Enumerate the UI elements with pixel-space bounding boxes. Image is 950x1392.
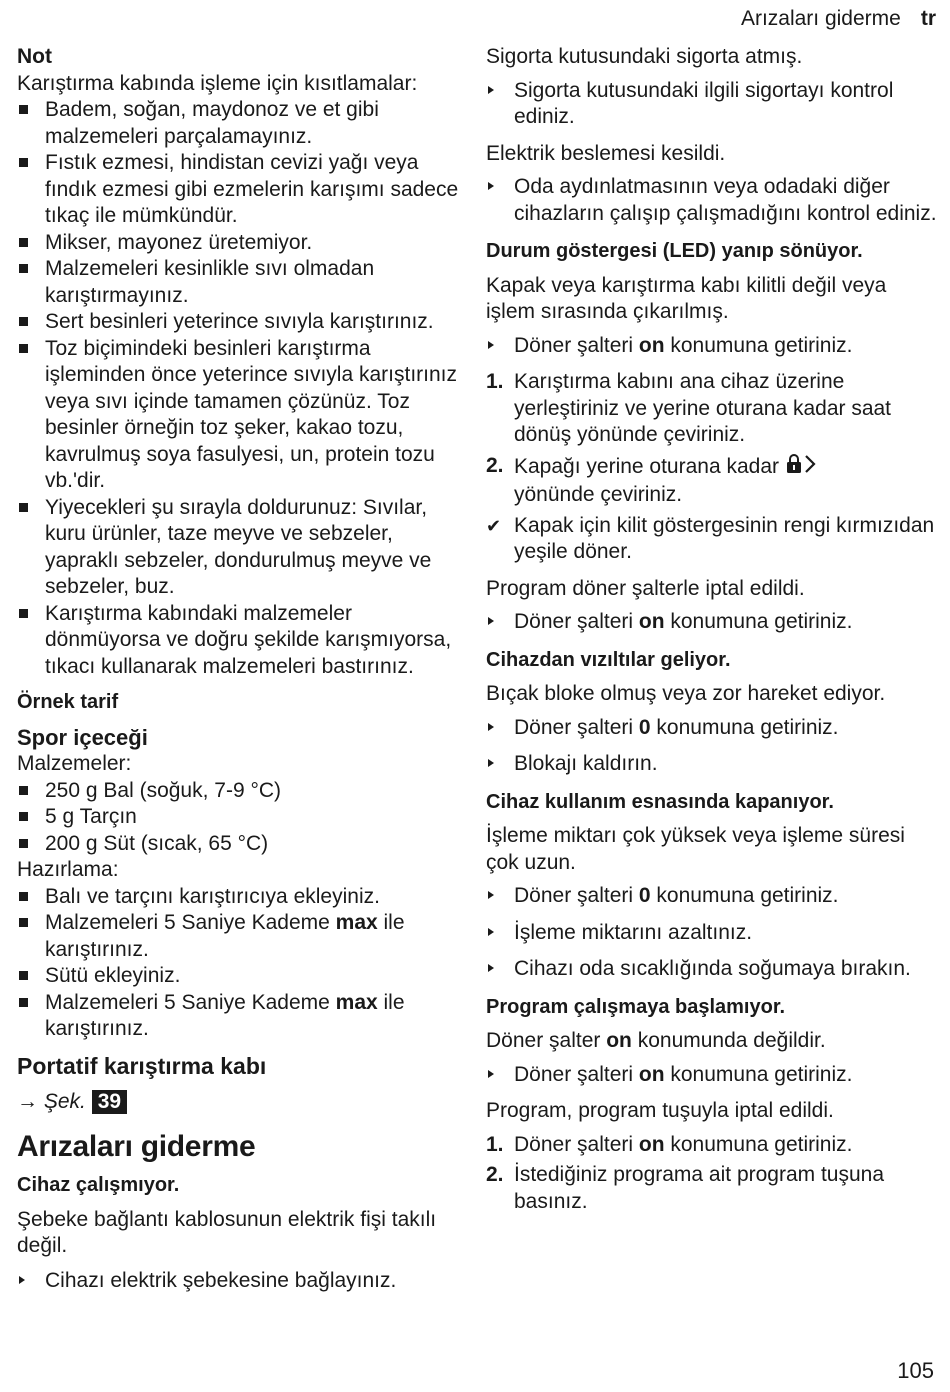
- problem-cause: Kapak veya karıştırma kabı kilitli değil veya işlem sırasında çıkarılmış.: [486, 273, 887, 323]
- note-intro: Karıştırma kabında işleme için kısıtlamalar:: [17, 71, 418, 95]
- problem-cause: Program, program tuşuyla iptal edildi.: [486, 1099, 834, 1122]
- problem-action: Oda aydınlatmasının veya odadaki diğer cihazların çalışıp çalışmadığını kontrol ediniz.: [486, 174, 938, 227]
- problem-cause: İşleme miktarı çok yüksek veya işleme süresi çok uzun.: [486, 824, 905, 874]
- note-item: Badem, soğan, maydonoz ve et gibi malzemeleri parçalamayınız.: [17, 97, 465, 150]
- numbered-step: 1. Karıştırma kabını ana cihaz üzerine yerleştiriniz ve yerine oturana kadar saat dönüş yönünde çeviriniz.: [486, 370, 892, 446]
- page-number: 105: [897, 1357, 934, 1383]
- ingredient-item: 5 g Tarçın: [17, 804, 465, 831]
- problem-action: Döner şalteri on konumuna getiriniz.: [486, 609, 938, 636]
- left-column: [17, 44, 465, 1294]
- problem-cause: Elektrik beslemesi kesildi.: [486, 141, 726, 165]
- problem-cause: Program döner şalterle iptal edildi.: [486, 576, 805, 600]
- note-item: Malzemeleri kesinlikle sıvı olmadan karıştırmayınız.: [17, 256, 465, 309]
- prep-step: Balı ve tarçını karıştırıcıya ekleyiniz.: [17, 884, 465, 911]
- checkmark-icon: ✔: [486, 515, 502, 536]
- numbered-step: 2. Kapağı yerine oturana kadar yönünde çeviriniz.: [486, 453, 938, 509]
- problem-cause: Şebeke bağlantı kablosunun elektrik fişi takılı değil.: [17, 1207, 437, 1257]
- problem-title: Durum göstergesi (LED) yanıp sönüyor.: [486, 240, 863, 262]
- figure-number-badge: 39: [92, 1090, 127, 1114]
- numbered-step: 1. Döner şalteri on konumuna getiriniz.: [486, 1132, 853, 1156]
- note-item: Mikser, mayonez üretemiyor.: [17, 230, 465, 257]
- note-item: Toz biçimindeki besinleri karıştırma işleminden önce yeterince sıvıyla karıştırınız veya sıvı içinde tamamen çözünüz. Toz besinler örneğin toz şeker, kakao tozu, kavrulmuş soya fasulyesi, un, protein tozu vb.'dir.: [17, 336, 465, 495]
- problem-action: Döner şalteri 0 konumuna getiriniz.: [486, 715, 938, 742]
- prep-step: Malzemeleri 5 Saniye Kademe max ile karıştırınız.: [17, 990, 465, 1043]
- ingredient-item: 250 g Bal (soğuk, 7-9 °C): [17, 778, 465, 805]
- problem-action: Cihazı oda sıcaklığında soğumaya bırakın.: [486, 956, 938, 983]
- page-header: [741, 6, 936, 33]
- result-step: ✔ Kapak için kilit göstergesinin rengi kırmızıdan yeşile döner.: [486, 513, 935, 563]
- note-list: [17, 97, 465, 680]
- problem-action: Cihazı elektrik şebekesine bağlayınız.: [17, 1268, 465, 1295]
- note-item: Karıştırma kabındaki malzemeler dönmüyorsa ve doğru şekilde karışmıyorsa, tıkacı kullanarak malzemeleri bastırınız.: [17, 601, 465, 681]
- note-item: Fıstık ezmesi, hindistan cevizi yağı veya fındık ezmesi gibi ezmelerin karışımı sadece tıkaç ile mümkündür.: [17, 150, 465, 230]
- problem-action: Döner şalteri on konumuna getiriniz.: [486, 1062, 938, 1089]
- note-item: Sert besinleri yeterince sıvıyla karıştırınız.: [17, 309, 465, 336]
- portable-title: Portatif karıştırma kabı: [17, 1052, 267, 1079]
- lock-direction-icon: [785, 453, 819, 483]
- ingredients-label: Malzemeler:: [17, 752, 132, 775]
- problem-title: Cihaz kullanım esnasında kapanıyor.: [486, 790, 834, 813]
- ingredient-item: 200 g Süt (sıcak, 65 °C): [17, 831, 465, 858]
- numbered-step: 2. İstediğiniz programa ait program tuşuna basınız.: [486, 1163, 885, 1213]
- problem-title: Cihazdan vızıltılar geliyor.: [486, 648, 731, 671]
- language-code: tr: [920, 7, 936, 30]
- figure-reference: → Şek. 39: [17, 1089, 465, 1116]
- troubleshooting-title: Arızaları giderme: [17, 1129, 256, 1163]
- problem-cause: Sigorta kutusundaki sigorta atmış.: [486, 45, 803, 68]
- note-item: Yiyecekleri şu sırayla doldurunuz: Sıvılar, kuru ürünler, taze meyve ve sebzeler, yapraklı sebzeler, dondurulmuş meyve ve sebzeler, buz.: [17, 495, 465, 601]
- problem-cause: Döner şalter on konumunda değildir.: [486, 1029, 826, 1052]
- prep-step: Malzemeleri 5 Saniye Kademe max ile karıştırınız.: [17, 910, 465, 963]
- problem-action: Blokajı kaldırın.: [486, 751, 938, 778]
- problem-action: İşleme miktarını azaltınız.: [486, 920, 938, 947]
- problem-action: Döner şalteri on konumuna getiriniz.: [486, 333, 938, 360]
- recipe-title: Spor içeceği: [17, 724, 148, 750]
- prep-step: Sütü ekleyiniz.: [17, 963, 465, 990]
- recipe-heading: Örnek tarif: [17, 691, 119, 713]
- problem-cause: Bıçak bloke olmuş veya zor hareket ediyor.: [486, 682, 886, 705]
- problem-title: Cihaz çalışmıyor.: [17, 1174, 180, 1196]
- problem-title: Program çalışmaya başlamıyor.: [486, 995, 786, 1018]
- right-column: [486, 44, 938, 1215]
- problem-action: Sigorta kutusundaki ilgili sigortayı kontrol ediniz.: [486, 78, 938, 131]
- note-title: Not: [17, 45, 52, 68]
- problem-action: Döner şalteri 0 konumuna getiriniz.: [486, 883, 938, 910]
- header-title: Arızaları giderme: [740, 7, 901, 30]
- prep-label: Hazırlama:: [17, 858, 119, 881]
